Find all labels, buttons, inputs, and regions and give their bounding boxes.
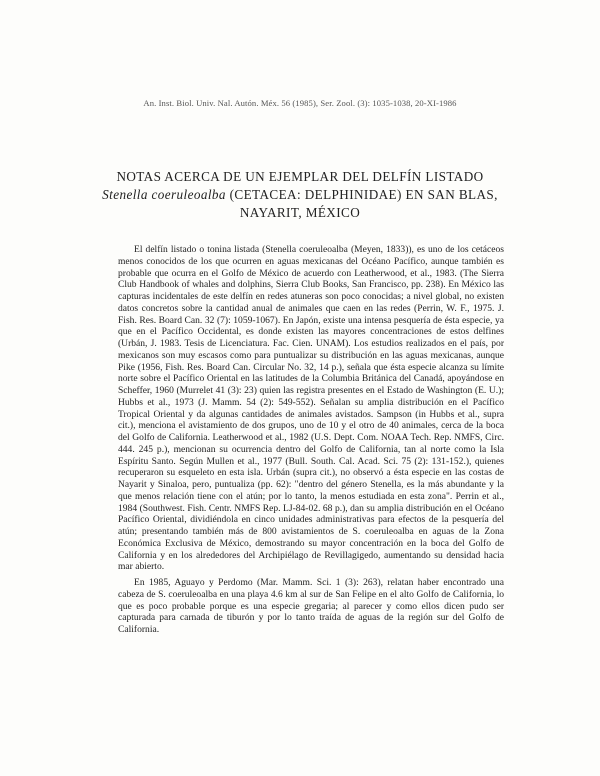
article-title [0, 168, 600, 222]
title-line-2-rest: (CETACEA: DELPHINIDAE) EN SAN BLAS, [225, 187, 498, 202]
body-paragraph-1: El delfín listado o tonina listada (Stenella coeruleoalba (Meyen, 1833)), es uno de los cetáceos menos conocidos de los que ocurren en aguas mexicanas del Océano Pacífico, aunque también es probable que ocurra en el Golfo de México de acuerdo con Leatherwood, et al., 1983. (The Sierra Club Handbook of whales and dolphins, Sierra Club Books, San Francisco, pp. 238). En México las capturas incidentales de este delfín en redes atuneras son poco conocidas; a nivel global, no existen datos concretos sobre la cantidad anual de animales que caen en las redes (Perrin, W. F., 1975. J. Fish. Res. Board Can. 32 (7): 1059-1067). En Japón, existe una intensa pesquería de ésta especie, ya que en el Pacífico Occidental, es donde existen las mayores concentraciones de estos delfines (Urbán, J. 1983. Tesis de Licenciatura. Fac. Cien. UNAM). Los estudios realizados en el país, por mexicanos son muy escasos como para puntualizar su distribución en las aguas mexicanas, aunque Pike (1956, Fish. Res. Board Can. Circular No. 32, 14 p.), señala que ésta especie alcanza su límite norte sobre el Pacífico Oriental en las latitudes de la Columbia Británica del Canadá, apoyándose en Scheffer, 1960 (Murrelet 41 (3): 23) quien las registra presentes en el Estado de Washington (E. U.); Hubbs et al., 1973 (J. Mamm. 54 (2): 549-552). Señalan su amplia distribución en el Pacífico Tropical Oriental y da algunas cantidades de animales avistados. Sampson (in Hubbs et al., supra cit.), menciona el avistamiento de dos grupos, uno de 10 y el otro de 40 animales, cerca de la boca del Golfo de California. Leatherwood et al., 1982 (U.S. Dept. Com. NOAA Tech. Rep. NMFS, Circ. 444. 245 p.), mencionan su ocurrencia dentro del Golfo de California, tan al norte como la Isla Espíritu Santo. Según Mullen et al., 1977 (Bull. South. Cal. Acad. Sci. 75 (2): 131-152.), quienes recuperaron su esqueleto en esta isla. Urbán (supra cit.), no observó a ésta especie en las costas de Nayarit y Sinaloa, pero, puntualiza (pp. 62): "dentro del género Stenella, es la más abundante y la que menos relación tiene con el atún; por lo tanto, la menos estudiada en esta zona". Perrin et al., 1984 (Southwest. Fish. Centr. NMFS Rep. LJ-84-02. 68 p.), dan su amplia distribución en el Océano Pacífico Oriental, dividiéndola en cinco unidades administrativas para efectos de la pesquería del atún; presentando también más de 800 avistamientos de S. coeruleoalba en aguas de la Zona Económica Exclusiva de México, demostrando su mayor concentración en la boca del Golfo de California y en los alrededores del Archipiélago de Revillagigedo, aumentando su densidad hacia mar abierto. [118, 244, 504, 573]
body-paragraph-2: En 1985, Aguayo y Perdomo (Mar. Mamm. Sci. 1 (3): 263), relatan haber encontrado una cabeza de S. coeruleoalba en una playa 4.6 km al sur de San Felipe en el alto Golfo de California, lo que es poco probable porque es una especie gregaria; al parecer y como ellos dicen pudo ser capturada para carnada de tiburón y por lo tanto traída de aguas de la región sur del Golfo de California. [118, 577, 504, 635]
article-body [118, 244, 504, 636]
title-species-name: Stenella coeruleoalba [102, 187, 226, 202]
title-line-2 [0, 186, 600, 204]
title-line-3: NAYARIT, MÉXICO [239, 205, 361, 220]
journal-citation-header: An. Inst. Biol. Univ. Nal. Autón. Méx. 56 (1985), Ser. Zool. (3): 1035-1038, 20-XI-1986 [143, 98, 457, 108]
title-line-1: NOTAS ACERCA DE UN EJEMPLAR DEL DELFÍN LISTADO [116, 169, 484, 184]
